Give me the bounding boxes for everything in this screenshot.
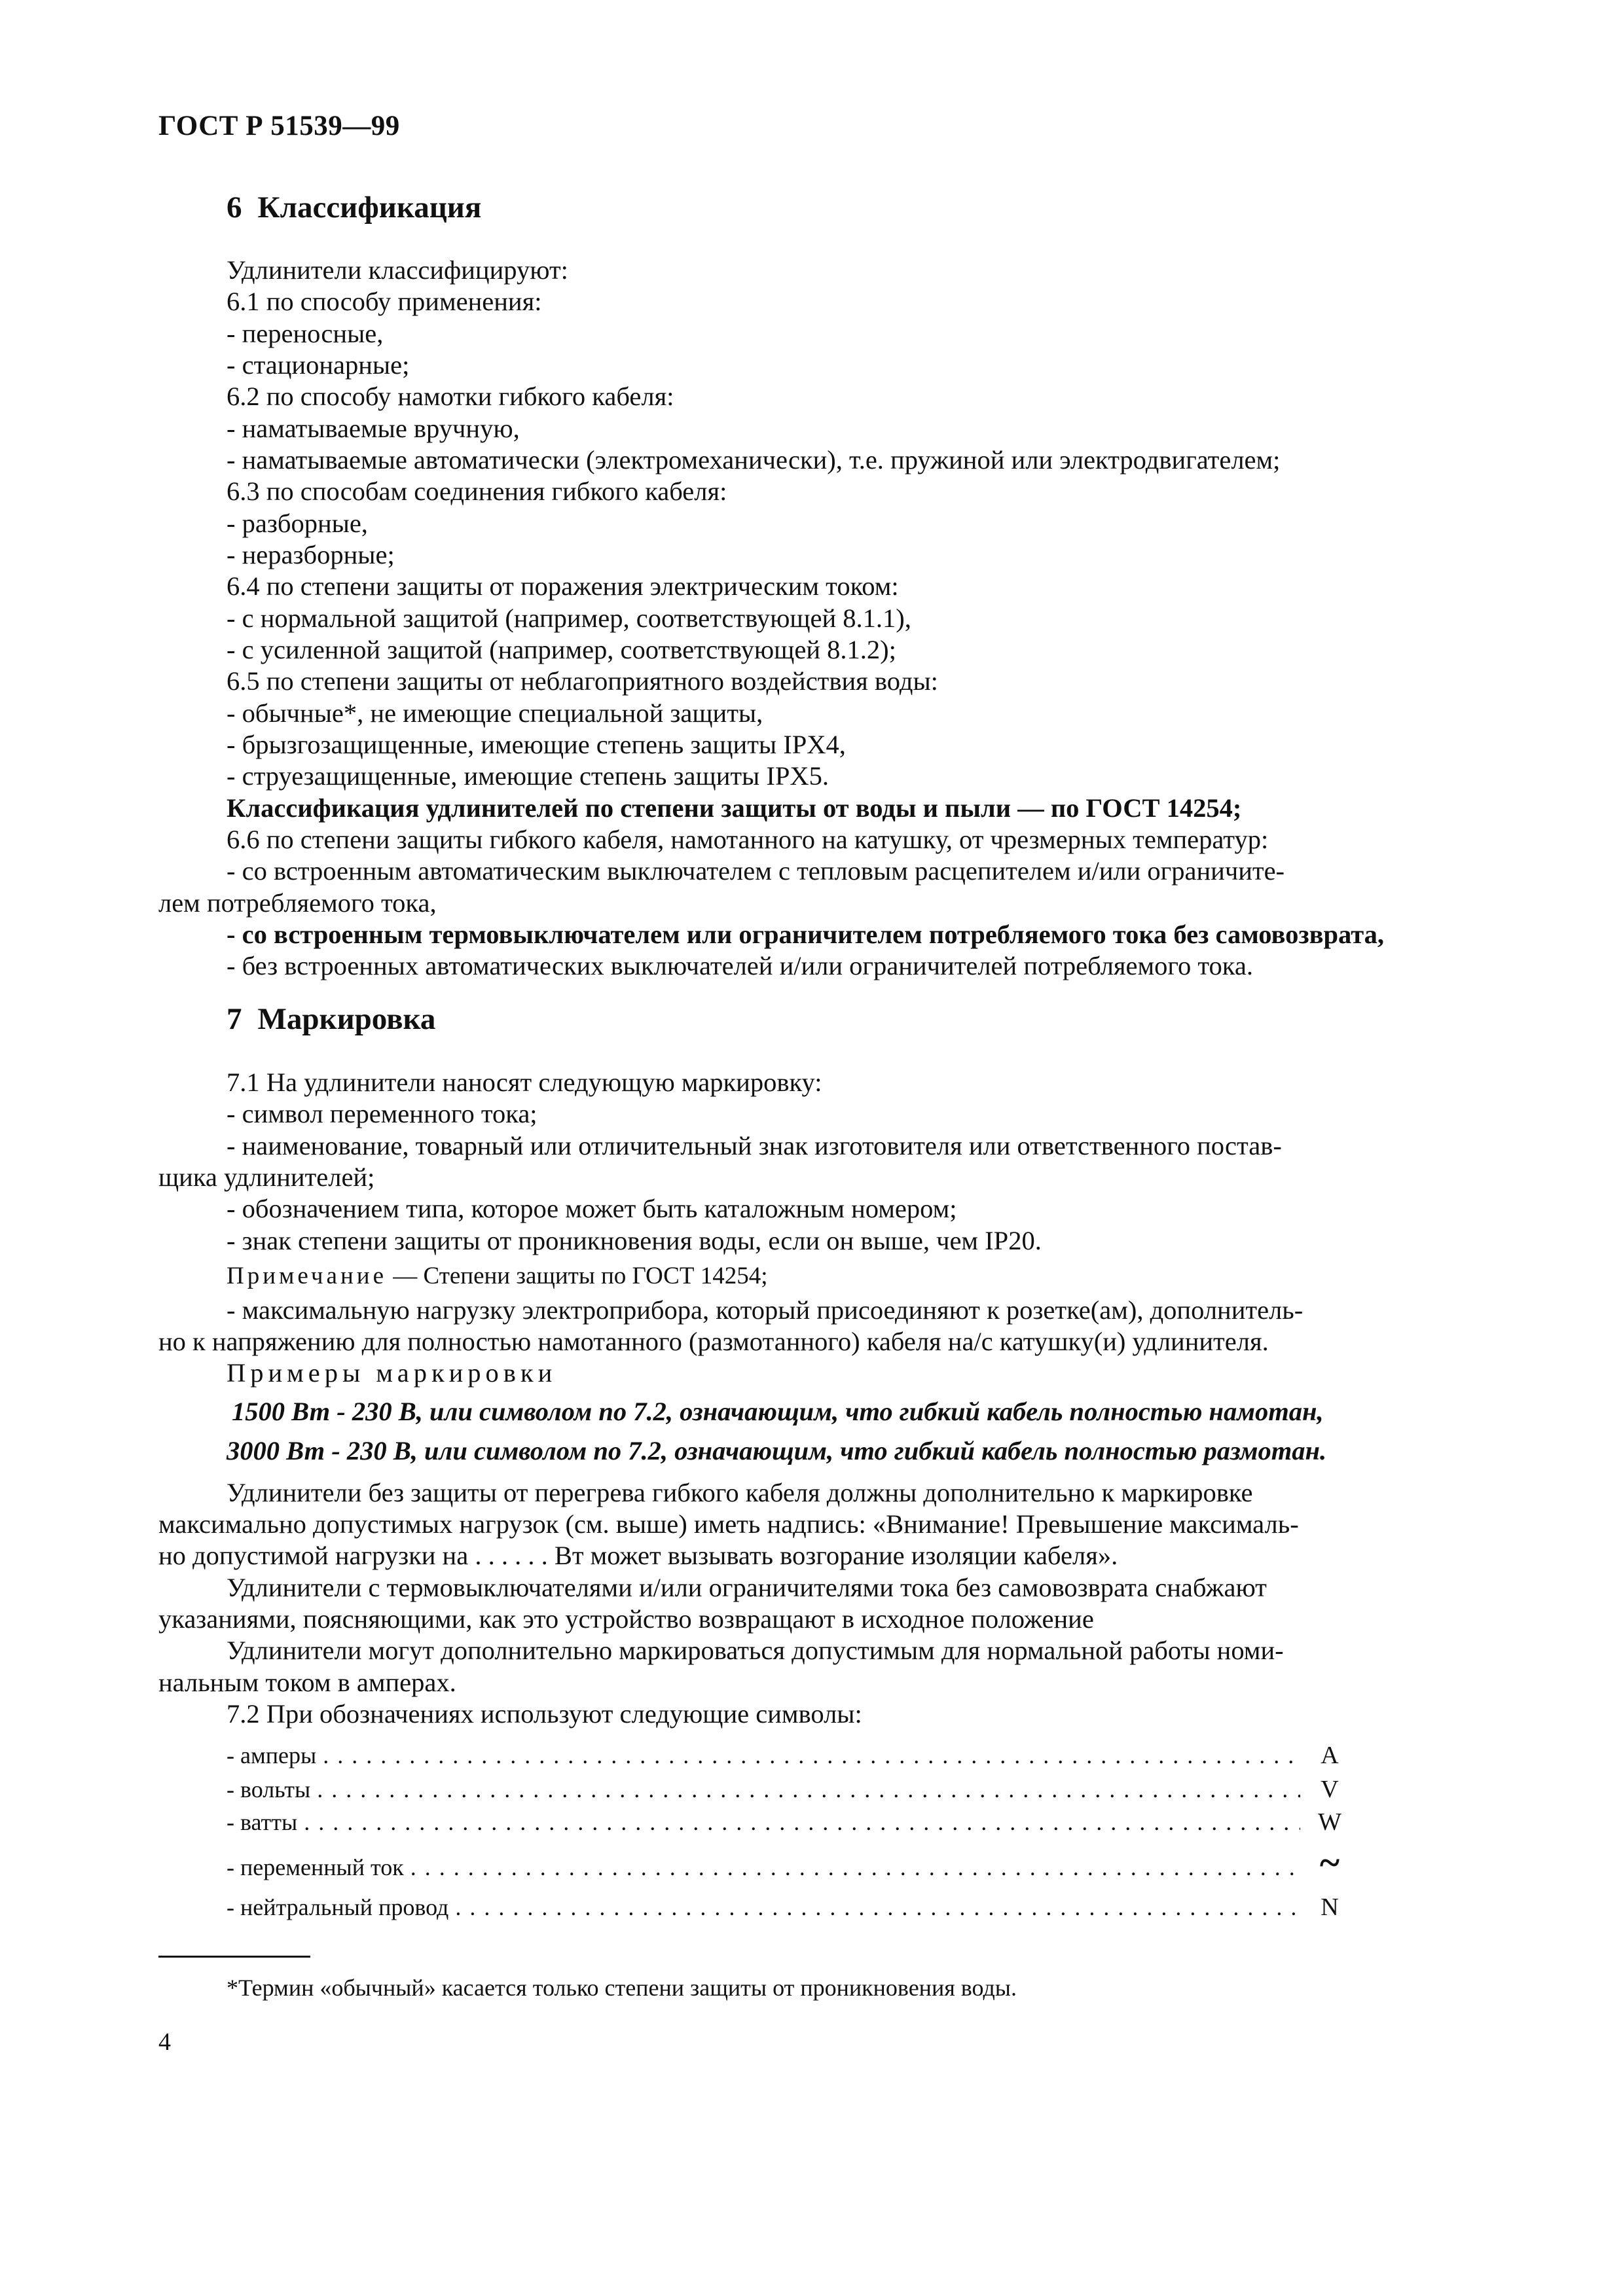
s6-line: - с нормальной защитой (например, соответствующей 8.1.1), — [227, 603, 911, 633]
symbol-value: A — [1321, 1742, 1339, 1769]
s6-line: 6.1 по способу применения: — [227, 287, 542, 316]
s7-para: указаниями, поясняющими, как это устройство возвращают в исходное положение — [158, 1604, 1094, 1634]
section-6-title: Классификация — [257, 190, 482, 224]
section-7-number: 7 — [227, 1002, 242, 1036]
symbol-value: N — [1321, 1893, 1339, 1921]
s6-line: 6.6 по степени защиты гибкого кабеля, намотанного на катушку, от чрезмерных температур: — [227, 825, 1269, 854]
s7-para: Удлинители могут дополнительно маркироваться допустимым для нормальной работы номи- — [227, 1636, 1284, 1665]
section-7-heading — [227, 1001, 435, 1037]
symbol-value: V — [1321, 1776, 1339, 1803]
symbol-row — [227, 1741, 1353, 1770]
s7-para: Удлинители с термовыключателями и/или ограничителями тока без самовозврата снабжают — [227, 1573, 1267, 1602]
leader-dots — [317, 1776, 1300, 1803]
s7-para: максимально допустимых нагрузок (см. выше) иметь надпись: «Внимание! Превышение максималь- — [158, 1509, 1299, 1539]
s7-line: - знак степени защиты от проникновения воды, если он выше, чем IP20. — [227, 1226, 1042, 1255]
footnote: *Термин «обычный» касается только степени защиты от проникновения воды. — [227, 1975, 1017, 2001]
s6-line: 6.4 по степени защиты от поражения электрическим током: — [227, 571, 899, 601]
symbol-label: - переменный ток — [227, 1854, 404, 1880]
footnote-divider — [158, 1956, 310, 1958]
s6-line: - наматываемые вручную, — [227, 414, 520, 443]
symbol-row — [227, 1775, 1353, 1804]
s6-line: 6.5 по степени защиты от неблагоприятного воздействия воды: — [227, 666, 938, 696]
s7-para: Удлинители без защиты от перегрева гибкого кабеля должны дополнительно к маркировке — [227, 1478, 1253, 1507]
s7-line: - наименование, товарный или отличительный знак изготовителя или ответственного постав- — [227, 1131, 1282, 1160]
s7-para: 7.2 При обозначениях используют следующие символы: — [227, 1699, 862, 1729]
symbol-label: - амперы — [227, 1742, 317, 1768]
s7-line: - максимальную нагрузку электроприбора, который присоединяют к розетке(ам), дополнитель- — [227, 1295, 1304, 1325]
s7-line: - обозначением типа, которое может быть каталожным номером; — [227, 1194, 957, 1223]
symbol-label: - ватты — [227, 1809, 298, 1835]
s6-line: - обычные*, не имеющие специальной защиты, — [227, 698, 763, 728]
leader-dots — [323, 1742, 1300, 1769]
symbol-row — [227, 1893, 1353, 1922]
example-line: 3000 Вт - 230 В, или символом по 7.2, означающим, что гибкий кабель полностью размотан. — [227, 1436, 1327, 1465]
section-7-title: Маркировка — [257, 1002, 436, 1036]
s6-line-bold: - со встроенным термовыключателем или ограничителем потребляемого тока без самовозврата, — [227, 920, 1384, 949]
symbol-label: - нейтральный провод — [227, 1894, 449, 1920]
examples-label: Примеры маркировки — [227, 1358, 557, 1388]
s7-line: но к напряжению для полностью намотанного (размотанного) кабеля на/с катушку(и) удлинителя. — [158, 1327, 1269, 1356]
note-text: — Степени защиты по ГОСТ 14254; — [387, 1263, 768, 1289]
leader-dots — [455, 1893, 1300, 1921]
s6-line: - неразборные; — [227, 540, 395, 569]
s6-line-bold: Классификация удлинителей по степени защиты от воды и пыли — по ГОСТ 14254; — [227, 793, 1242, 823]
symbol-label: - вольты — [227, 1776, 311, 1803]
leader-dots — [304, 1808, 1300, 1836]
symbol-value: ~ — [1319, 1841, 1340, 1884]
symbol-row — [227, 1841, 1353, 1884]
document-header: ГОСТ Р 51539—99 — [158, 111, 400, 141]
s6-line: 6.2 по способу намотки гибкого кабеля: — [227, 382, 674, 411]
s6-line: - наматываемые автоматически (электромеханически), т.е. пружиной или электродвигателем; — [227, 445, 1281, 475]
s6-line: лем потребляемого тока, — [158, 888, 437, 918]
s7-para: нальным током в амперах. — [158, 1668, 456, 1697]
page-number: 4 — [158, 2028, 171, 2056]
s6-line: - стационарные; — [227, 350, 410, 380]
s7-line: - символ переменного тока; — [227, 1099, 538, 1128]
s7-line: щика удлинителей; — [158, 1162, 375, 1192]
symbol-row — [227, 1808, 1353, 1837]
symbol-value: W — [1318, 1808, 1341, 1836]
s6-line: - с усиленной защитой (например, соответствующей 8.1.2); — [227, 635, 896, 664]
note-label: Примечание — [227, 1263, 387, 1289]
s7-line: 7.1 На удлинители наносят следующую маркировку: — [227, 1067, 822, 1097]
leader-dots — [410, 1854, 1300, 1881]
s6-line: - разборные, — [227, 509, 368, 538]
s6-line: - без встроенных автоматических выключателей и/или ограничителей потребляемого тока. — [227, 951, 1253, 980]
example-line: 1500 Вт - 230 В, или символом по 7.2, означающим, что гибкий кабель полностью намотан, — [232, 1397, 1324, 1426]
s6-line: Удлинители классифицируют: — [227, 255, 568, 285]
s7-para: но допустимой нагрузки на . . . . . . Вт может вызывать возгорание изоляции кабеля». — [158, 1541, 1118, 1570]
note — [227, 1259, 767, 1292]
s6-line: 6.3 по способам соединения гибкого кабеля: — [227, 476, 727, 506]
section-6-heading — [227, 190, 481, 225]
s6-line: - брызгозащищенные, имеющие степень защиты IPX4, — [227, 730, 846, 759]
section-6-number: 6 — [227, 190, 242, 224]
s6-line: - струезащищенные, имеющие степень защиты IPX5. — [227, 761, 830, 791]
s6-line: - переносные, — [227, 319, 384, 348]
s6-line: - со встроенным автоматическим выключателем с тепловым расцепителем и/или ограничите- — [227, 856, 1285, 886]
